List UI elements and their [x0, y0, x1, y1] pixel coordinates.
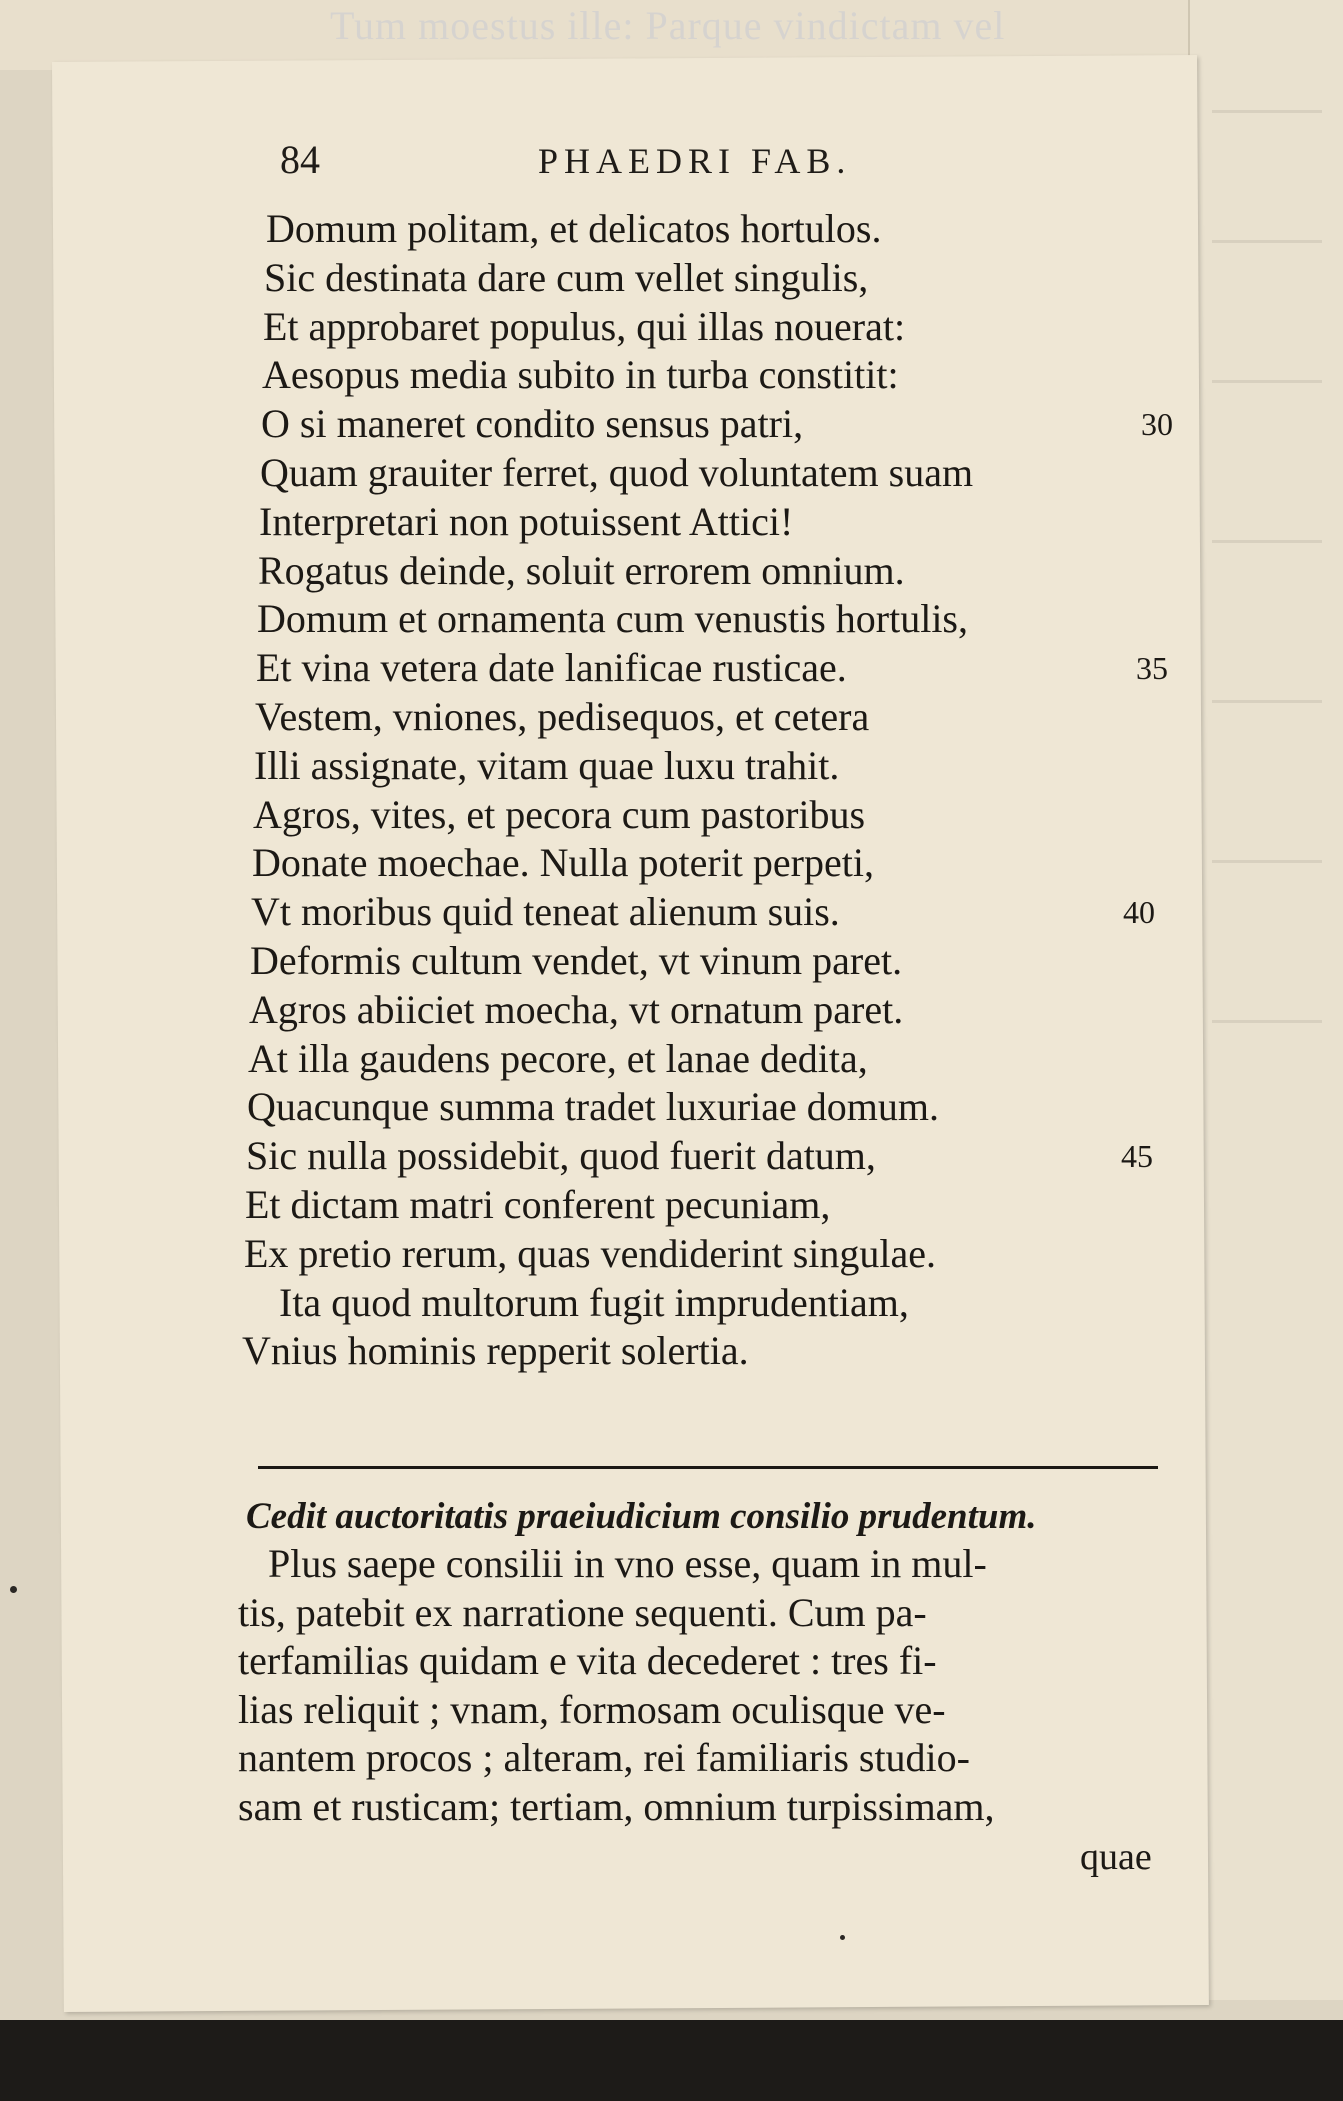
- verse-line: O si maneret condito sensus patri, 30: [261, 400, 1196, 449]
- bleed-through-text: Tum moestus ille: Parque vindictam vel: [330, 3, 1006, 48]
- line-number: 40: [1123, 894, 1155, 931]
- verse-line: Illi assignate, vitam quae luxu trahit.: [254, 742, 840, 788]
- catchword: quae: [1080, 1836, 1152, 1878]
- scan-bottom-edge: [0, 2020, 1343, 2101]
- verse-line: Sic nulla possidebit, quod fuerit datum, 45: [246, 1132, 1196, 1181]
- page-number: 84: [280, 137, 320, 182]
- verse-line: Ex pretio rerum, quas vendiderint singulae.: [244, 1230, 937, 1276]
- line-number: 45: [1121, 1138, 1153, 1175]
- ink-speck: [10, 1586, 17, 1593]
- prose-line: tis, patebit ex narratione sequenti. Cum pa-: [238, 1589, 927, 1635]
- verse-line: Deformis cultum vendet, vt vinum paret.: [250, 937, 903, 983]
- section-heading: Cedit auctoritatis praeiudicium consilio prudentum.: [246, 1496, 1037, 1537]
- verse-line: Quam grauiter ferret, quod voluntatem suam: [260, 449, 974, 495]
- running-title: PHAEDRI FAB.: [538, 141, 852, 181]
- verse-block: [242, 205, 1196, 1376]
- verse-line: Donate moechae. Nulla poterit perpeti,: [252, 840, 874, 886]
- verse-line: Sic destinata dare cum vellet singulis,: [264, 254, 869, 300]
- ink-speck: [840, 1935, 845, 1940]
- verse-line: Ita quod multorum fugit imprudentiam,: [279, 1279, 909, 1325]
- verse-line: Et dictam matri conferent pecuniam,: [245, 1181, 831, 1227]
- verse-line: Quacunque summa tradet luxuriae domum.: [247, 1084, 940, 1130]
- verse-line: At illa gaudens pecore, et lanae dedita,: [248, 1035, 868, 1081]
- prose-line: nantem procos ; alteram, rei familiaris studio-: [238, 1735, 970, 1781]
- prose-line: lias reliquit ; vnam, formosam oculisque ve-: [238, 1686, 946, 1732]
- prose-line: Plus saepe consilii in vno esse, quam in mul-: [268, 1541, 987, 1586]
- verse-line: Interpretari non potuissent Attici!: [259, 498, 794, 544]
- verse-line: Agros, vites, et pecora cum pastoribus: [253, 791, 866, 837]
- prose-block: [238, 1540, 1168, 1832]
- verse-line: Domum politam, et delicatos hortulos.: [266, 206, 882, 251]
- verse-line: Vestem, vniones, pedisequos, et cetera: [255, 693, 870, 739]
- verse-line: Vt moribus quid teneat alienum suis. 40: [251, 888, 1196, 937]
- verse-line: Et approbaret populus, qui illas nouerat:: [263, 303, 906, 349]
- verse-line: Aesopus media subito in turba constitit:: [262, 352, 899, 398]
- section-divider: [258, 1466, 1158, 1469]
- verse-line: Rogatus deinde, soluit errorem omnium.: [258, 547, 905, 593]
- prose-line: sam et rusticam; tertiam, omnium turpissimam,: [238, 1783, 995, 1829]
- line-number: 35: [1136, 650, 1168, 687]
- adjacent-page-edge: [1188, 0, 1343, 2000]
- line-number: 30: [1141, 406, 1173, 443]
- verse-line: Et vina vetera date lanificae rusticae. 35: [256, 644, 1196, 693]
- verse-line: Vnius hominis repperit solertia.: [242, 1328, 749, 1374]
- prose-line: terfamilias quidam e vita decederet : tres fi-: [238, 1638, 937, 1684]
- verse-line: Domum et ornamenta cum venustis hortulis,: [257, 596, 968, 642]
- verse-line: Agros abiiciet moecha, vt ornatum paret.: [249, 986, 904, 1032]
- running-head: [280, 130, 1040, 200]
